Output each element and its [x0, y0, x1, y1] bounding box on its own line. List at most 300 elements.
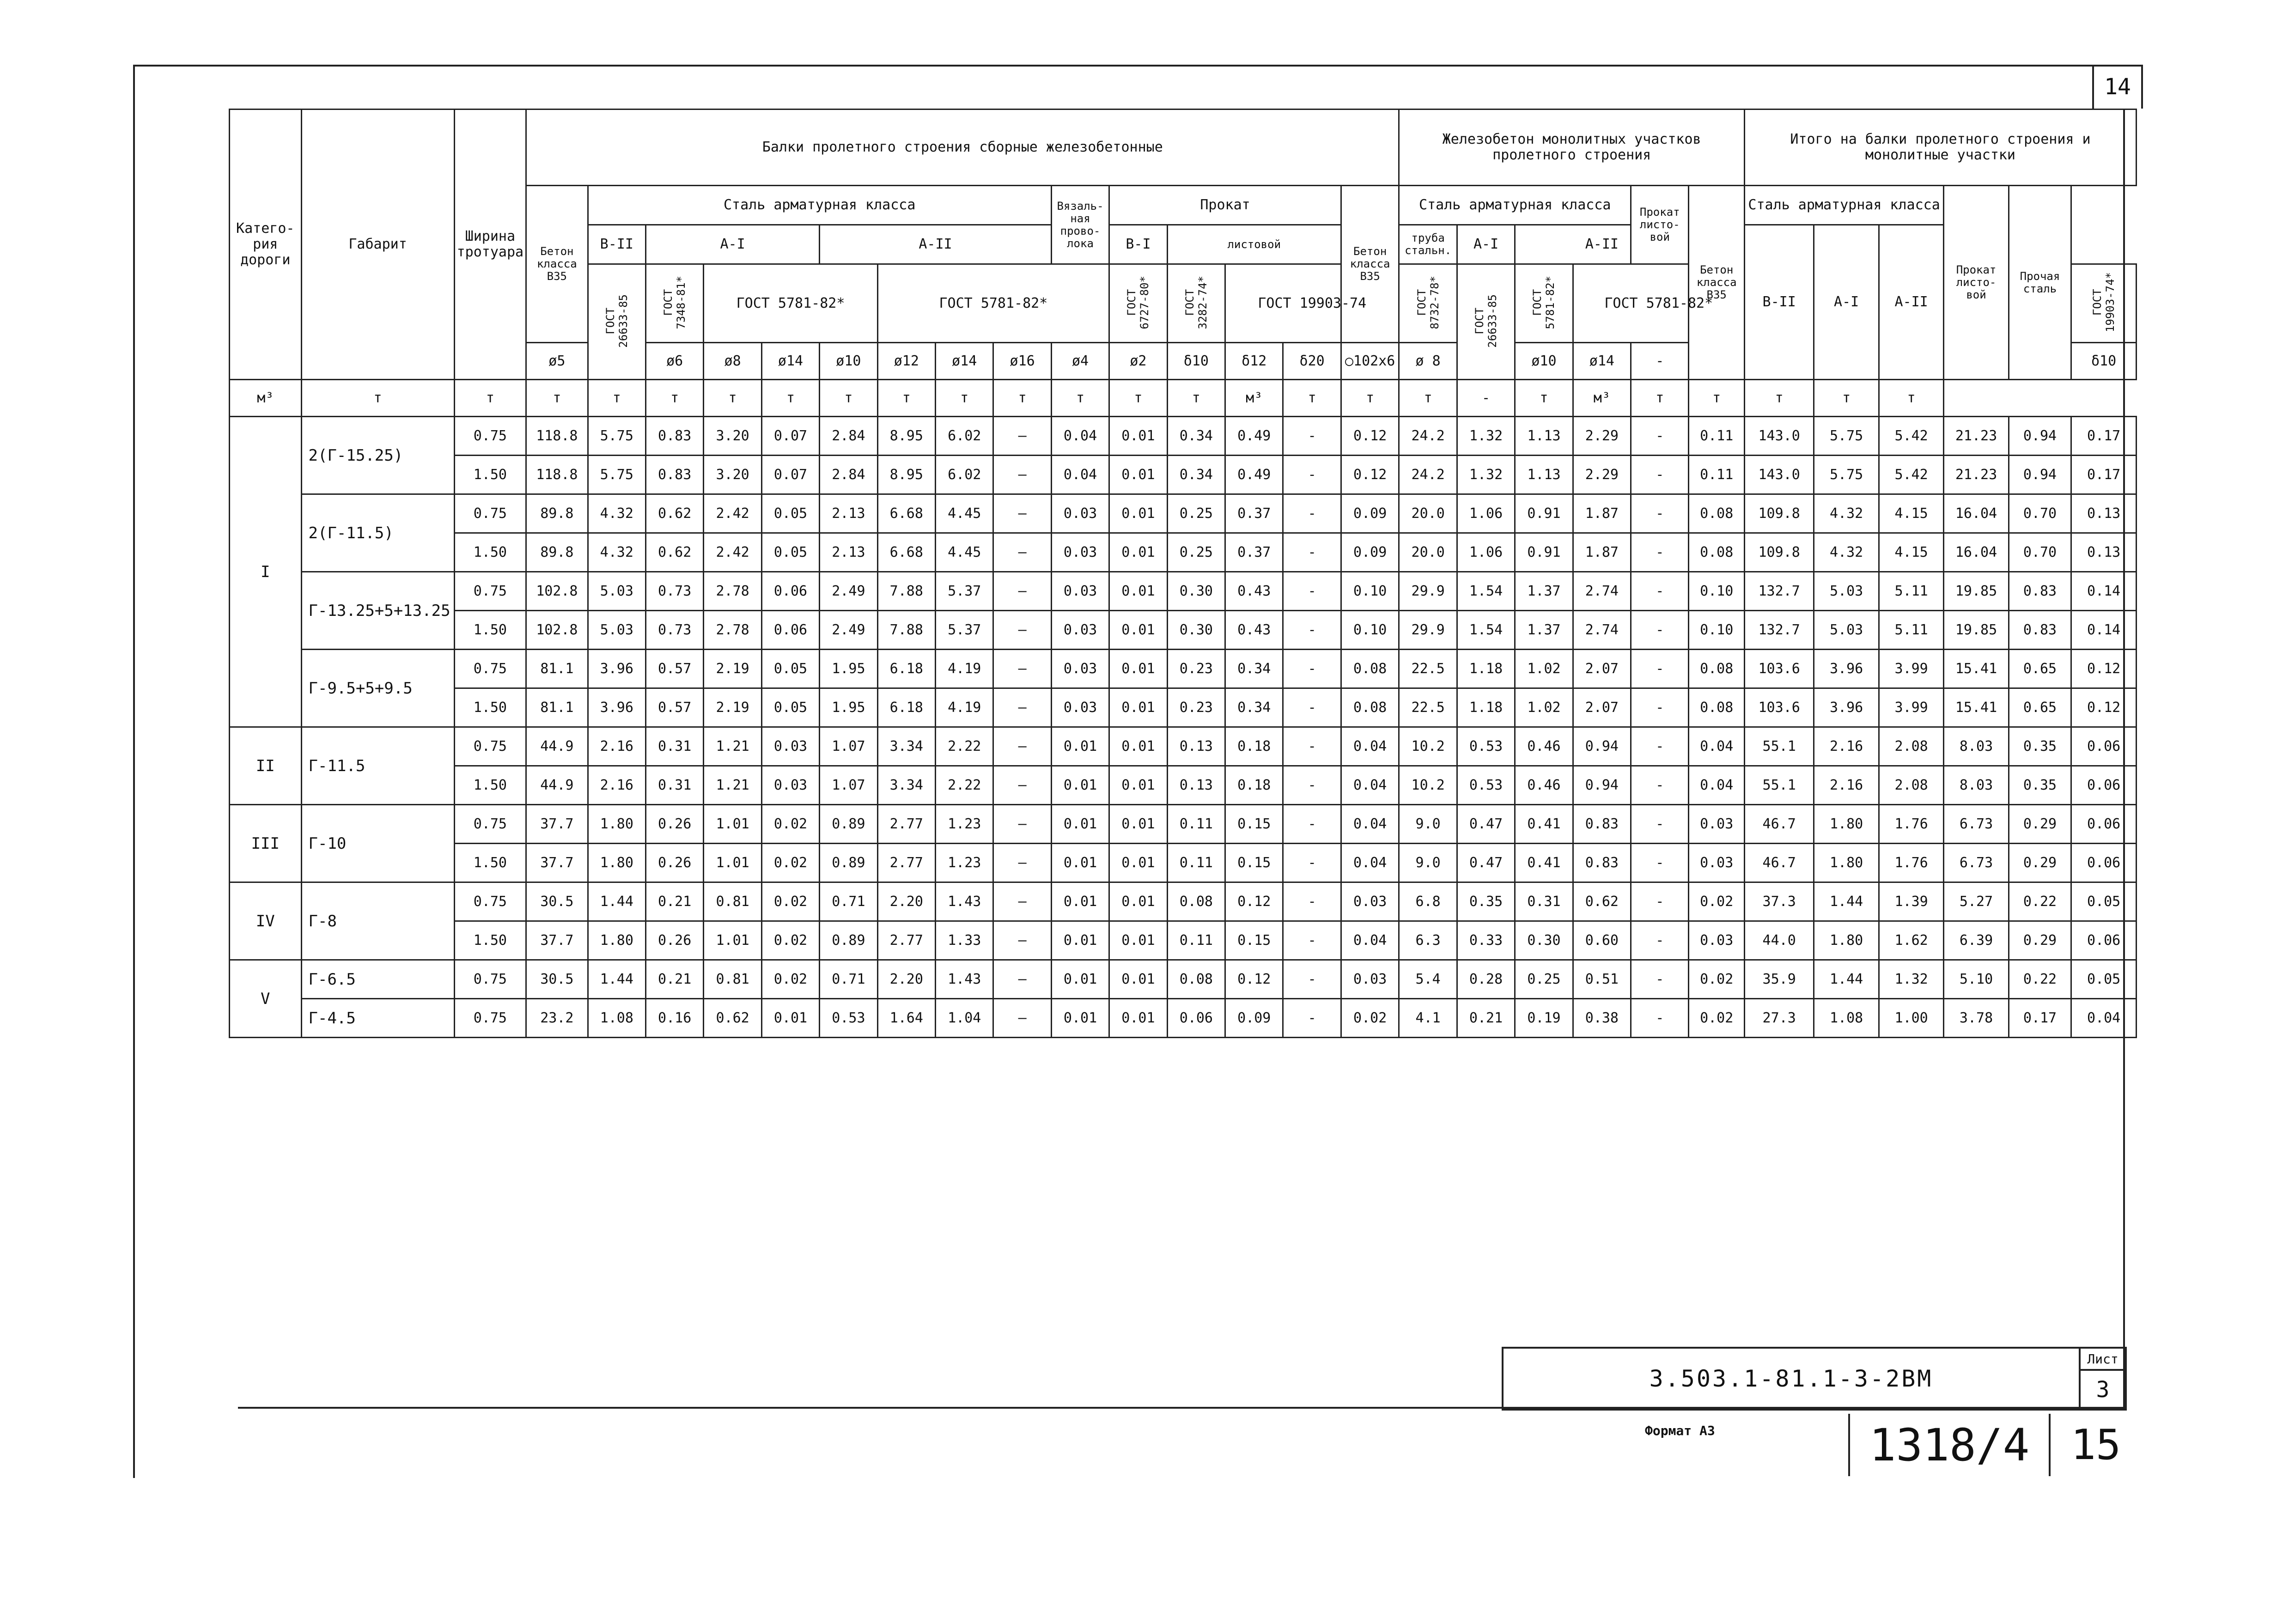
- value-cell: 0.09: [1341, 533, 1399, 572]
- value-cell: 1.80: [1814, 805, 1879, 844]
- value-cell: 0.25: [1167, 494, 1225, 533]
- value-cell: 0.02: [761, 844, 819, 882]
- value-cell: 118.8: [526, 456, 588, 494]
- unit-cell: т: [588, 380, 645, 417]
- gabarit-cell: Г-4.5: [301, 999, 454, 1038]
- unit-cell: т: [1515, 380, 1573, 417]
- value-cell: 0.23: [1167, 650, 1225, 688]
- gabarit-cell: Г-13.25+5+13.25: [301, 572, 454, 650]
- table-row: [230, 572, 2137, 611]
- value-cell: 0.03: [1689, 921, 1744, 960]
- value-cell: 0.89: [820, 921, 877, 960]
- value-cell: -: [1631, 844, 1689, 882]
- value-cell: 0.41: [1515, 844, 1573, 882]
- value-cell: 1.43: [936, 960, 993, 999]
- value-cell: 37.7: [526, 844, 588, 882]
- value-cell: 0.31: [645, 727, 703, 766]
- header-beton-total: Бетон класса В35: [1689, 186, 1744, 380]
- table-row: [230, 844, 2137, 882]
- value-cell: 0.02: [1341, 999, 1399, 1038]
- format-label: Формат А3: [1645, 1423, 1715, 1438]
- value-cell: 1.01: [704, 805, 761, 844]
- value-cell: –: [993, 688, 1051, 727]
- value-cell: -: [1283, 417, 1341, 456]
- value-cell: 44.9: [526, 766, 588, 805]
- value-cell: 0.07: [761, 456, 819, 494]
- sidewalk-cell: 1.50: [454, 533, 526, 572]
- unit-cell: т: [1744, 380, 1814, 417]
- value-cell: 0.04: [1689, 766, 1744, 805]
- header-beton-mon: Бетон класса В35: [1341, 186, 1399, 343]
- value-cell: 6.39: [1944, 921, 2009, 960]
- value-cell: -: [1283, 456, 1341, 494]
- sidewalk-cell: 0.75: [454, 727, 526, 766]
- value-cell: 0.04: [1051, 456, 1109, 494]
- size-cell: ○102x6: [1341, 343, 1399, 380]
- value-cell: -: [1283, 999, 1341, 1038]
- gabarit-cell: Г-11.5: [301, 727, 454, 805]
- value-cell: 0.51: [1573, 960, 1631, 999]
- value-cell: 5.11: [1879, 611, 1943, 650]
- value-cell: 5.37: [936, 611, 993, 650]
- header-gost-5781-aii: ГОСТ 5781-82*: [877, 264, 1109, 343]
- title-block: [1502, 1347, 2127, 1411]
- value-cell: 103.6: [1744, 688, 1814, 727]
- value-cell: 5.75: [588, 456, 645, 494]
- value-cell: 0.06: [2071, 921, 2137, 960]
- value-cell: 0.22: [2009, 882, 2071, 921]
- header-sheet: листовой: [1167, 225, 1341, 264]
- value-cell: 143.0: [1744, 417, 1814, 456]
- table-row: [230, 456, 2137, 494]
- value-cell: 27.3: [1744, 999, 1814, 1038]
- value-cell: 4.15: [1879, 494, 1943, 533]
- unit-cell: -: [1457, 380, 1515, 417]
- value-cell: 1.80: [588, 844, 645, 882]
- value-cell: 1.08: [588, 999, 645, 1038]
- bottom-stamp: [1848, 1414, 2141, 1476]
- value-cell: 4.32: [588, 494, 645, 533]
- table-row: [230, 921, 2137, 960]
- value-cell: 5.03: [588, 572, 645, 611]
- unit-cell: т: [1109, 380, 1167, 417]
- value-cell: 89.8: [526, 494, 588, 533]
- value-cell: 5.42: [1879, 456, 1943, 494]
- value-cell: 0.83: [1573, 844, 1631, 882]
- value-cell: -: [1631, 494, 1689, 533]
- value-cell: 0.10: [1341, 611, 1399, 650]
- value-cell: 0.02: [761, 805, 819, 844]
- value-cell: 0.07: [761, 417, 819, 456]
- value-cell: –: [993, 494, 1051, 533]
- value-cell: 0.22: [2009, 960, 2071, 999]
- value-cell: 0.28: [1457, 960, 1515, 999]
- value-cell: 0.21: [1457, 999, 1515, 1038]
- value-cell: 102.8: [526, 572, 588, 611]
- table-body: [230, 417, 2137, 1039]
- table-row: [230, 533, 2137, 572]
- sidewalk-cell: 0.75: [454, 650, 526, 688]
- value-cell: 0.11: [1167, 805, 1225, 844]
- value-cell: 0.01: [1051, 999, 1109, 1038]
- size-cell-mon: -: [1631, 343, 1689, 380]
- value-cell: 0.13: [1167, 766, 1225, 805]
- value-cell: 0.01: [1051, 805, 1109, 844]
- value-cell: 5.75: [1814, 456, 1879, 494]
- value-cell: 0.91: [1515, 494, 1573, 533]
- value-cell: 19.85: [1944, 572, 2009, 611]
- value-cell: 0.34: [1225, 650, 1283, 688]
- value-cell: 1.00: [1879, 999, 1943, 1038]
- table-row: [230, 766, 2137, 805]
- value-cell: -: [1283, 766, 1341, 805]
- value-cell: 0.30: [1167, 572, 1225, 611]
- value-cell: 2.13: [820, 533, 877, 572]
- header-units-row: [230, 380, 2137, 417]
- value-cell: 55.1: [1744, 766, 1814, 805]
- value-cell: 1.01: [704, 921, 761, 960]
- header-gost-5781-mon-aii: ГОСТ 5781-82*: [1573, 264, 1744, 343]
- value-cell: 0.37: [1225, 533, 1283, 572]
- size-cell: ø5: [526, 343, 588, 380]
- value-cell: 0.02: [761, 960, 819, 999]
- value-cell: 0.60: [1573, 921, 1631, 960]
- value-cell: 0.01: [1109, 960, 1167, 999]
- value-cell: –: [993, 882, 1051, 921]
- value-cell: 6.3: [1399, 921, 1457, 960]
- value-cell: 0.06: [761, 611, 819, 650]
- value-cell: 0.17: [2071, 417, 2137, 456]
- value-cell: 0.25: [1515, 960, 1573, 999]
- value-cell: 10.2: [1399, 766, 1457, 805]
- value-cell: –: [993, 650, 1051, 688]
- value-cell: -: [1283, 805, 1341, 844]
- value-cell: 3.96: [588, 650, 645, 688]
- value-cell: 4.45: [936, 533, 993, 572]
- value-cell: 4.19: [936, 650, 993, 688]
- value-cell: 0.12: [2071, 688, 2137, 727]
- value-cell: 0.18: [1225, 727, 1283, 766]
- value-cell: 0.08: [1167, 960, 1225, 999]
- value-cell: 0.05: [2071, 960, 2137, 999]
- sidewalk-cell: 1.50: [454, 766, 526, 805]
- value-cell: 2.19: [704, 688, 761, 727]
- sheet-label: Лист: [2081, 1349, 2125, 1371]
- size-cell: ø10: [820, 343, 877, 380]
- size-cell-mon: δ10: [2071, 343, 2137, 380]
- value-cell: 0.10: [1689, 611, 1744, 650]
- value-cell: 0.33: [1457, 921, 1515, 960]
- value-cell: 0.12: [1341, 417, 1399, 456]
- value-cell: 0.62: [704, 999, 761, 1038]
- value-cell: 46.7: [1744, 844, 1814, 882]
- value-cell: 15.41: [1944, 650, 2009, 688]
- value-cell: 6.73: [1944, 805, 2009, 844]
- value-cell: 0.43: [1225, 611, 1283, 650]
- value-cell: 1.95: [820, 688, 877, 727]
- value-cell: 0.12: [1225, 960, 1283, 999]
- value-cell: 0.31: [1515, 882, 1573, 921]
- value-cell: 0.53: [1457, 766, 1515, 805]
- size-cell-mon: ø14: [1573, 343, 1631, 380]
- unit-cell: т: [645, 380, 703, 417]
- value-cell: 0.23: [1167, 688, 1225, 727]
- value-cell: 1.87: [1573, 533, 1631, 572]
- value-cell: 0.53: [1457, 727, 1515, 766]
- value-cell: 1.54: [1457, 572, 1515, 611]
- value-cell: –: [993, 456, 1051, 494]
- header-precast: Балки пролетного строения сборные железобетонные: [526, 109, 1399, 186]
- value-cell: 0.02: [1689, 960, 1744, 999]
- value-cell: 1.02: [1515, 650, 1573, 688]
- value-cell: 132.7: [1744, 611, 1814, 650]
- header-gost-5781-ai: ГОСТ 5781-82*: [704, 264, 877, 343]
- table-row: [230, 960, 2137, 999]
- value-cell: 1.39: [1879, 882, 1943, 921]
- value-cell: 0.73: [645, 572, 703, 611]
- gabarit-cell: Г-6.5: [301, 960, 454, 999]
- value-cell: 0.06: [1167, 999, 1225, 1038]
- value-cell: 4.19: [936, 688, 993, 727]
- header-category: Катего- рия дороги: [230, 109, 302, 380]
- value-cell: 2.16: [1814, 766, 1879, 805]
- value-cell: 0.09: [1225, 999, 1283, 1038]
- value-cell: 0.43: [1225, 572, 1283, 611]
- size-cell: ø14: [761, 343, 819, 380]
- value-cell: 0.83: [645, 417, 703, 456]
- unit-cell: т: [1689, 380, 1744, 417]
- value-cell: 0.08: [1689, 688, 1744, 727]
- value-cell: 0.71: [820, 960, 877, 999]
- value-cell: 0.37: [1225, 494, 1283, 533]
- value-cell: 2.07: [1573, 650, 1631, 688]
- sidewalk-cell: 0.75: [454, 572, 526, 611]
- value-cell: 2.77: [877, 805, 935, 844]
- value-cell: 5.37: [936, 572, 993, 611]
- value-cell: 0.11: [1167, 844, 1225, 882]
- size-cell: ø2: [1109, 343, 1167, 380]
- value-cell: 0.83: [1573, 805, 1631, 844]
- value-cell: 9.0: [1399, 805, 1457, 844]
- value-cell: 5.03: [1814, 572, 1879, 611]
- sidewalk-cell: 1.50: [454, 688, 526, 727]
- header-gost-6727: ГОСТ 6727-80*: [1109, 264, 1167, 343]
- header-cls-bii-total: В-II: [1744, 225, 1814, 380]
- unit-cell: т: [1283, 380, 1341, 417]
- sheet-number: 3: [2096, 1377, 2110, 1403]
- value-cell: 0.08: [1167, 882, 1225, 921]
- value-cell: 0.15: [1225, 805, 1283, 844]
- header-rolled-sheet-mon: Прокат листо- вой: [1631, 186, 1689, 264]
- header-cls-ai-total: А-I: [1814, 225, 1879, 380]
- empty-area-row: [230, 1038, 2137, 1039]
- value-cell: 0.01: [1109, 688, 1167, 727]
- value-cell: 4.1: [1399, 999, 1457, 1038]
- value-cell: 2.08: [1879, 766, 1943, 805]
- value-cell: 3.20: [704, 456, 761, 494]
- header-rolled: Прокат: [1109, 186, 1341, 225]
- sidewalk-cell: 1.50: [454, 921, 526, 960]
- header-cls-ai-mon: А-I: [1457, 225, 1515, 264]
- value-cell: 0.03: [1051, 688, 1109, 727]
- value-cell: 0.01: [1109, 572, 1167, 611]
- value-cell: 0.03: [1051, 611, 1109, 650]
- size-cell: ø16: [993, 343, 1051, 380]
- value-cell: 0.16: [645, 999, 703, 1038]
- value-cell: 3.34: [877, 727, 935, 766]
- value-cell: 109.8: [1744, 494, 1814, 533]
- value-cell: 0.46: [1515, 727, 1573, 766]
- value-cell: 0.11: [1167, 921, 1225, 960]
- unit-cell: м³: [1225, 380, 1283, 417]
- value-cell: 0.05: [2071, 882, 2137, 921]
- header-gost-3282: ГОСТ 3282-74*: [1167, 264, 1225, 343]
- header-other-steel: Прочая сталь: [2009, 186, 2071, 380]
- value-cell: 0.02: [761, 882, 819, 921]
- value-cell: -: [1631, 766, 1689, 805]
- value-cell: 2.49: [820, 572, 877, 611]
- value-cell: 2.16: [588, 727, 645, 766]
- value-cell: 37.3: [1744, 882, 1814, 921]
- value-cell: 0.30: [1515, 921, 1573, 960]
- unit-cell: т: [993, 380, 1051, 417]
- size-cell: ø6: [645, 343, 703, 380]
- value-cell: -: [1631, 650, 1689, 688]
- value-cell: 1.76: [1879, 805, 1943, 844]
- table-row: [230, 999, 2137, 1038]
- value-cell: 16.04: [1944, 494, 2009, 533]
- value-cell: 3.96: [588, 688, 645, 727]
- value-cell: 46.7: [1744, 805, 1814, 844]
- table-row: [230, 882, 2137, 921]
- value-cell: 0.01: [1109, 805, 1167, 844]
- value-cell: -: [1631, 417, 1689, 456]
- value-cell: 2.77: [877, 844, 935, 882]
- header-cls-aii: А-II: [820, 225, 1052, 264]
- value-cell: –: [993, 960, 1051, 999]
- value-cell: –: [993, 533, 1051, 572]
- value-cell: 0.05: [761, 650, 819, 688]
- value-cell: –: [993, 417, 1051, 456]
- header-gabarit: Габарит: [301, 109, 454, 380]
- header-steel-class-mon: Сталь арматурная класса: [1399, 186, 1631, 225]
- value-cell: 1.18: [1457, 688, 1515, 727]
- value-cell: 0.04: [1341, 727, 1399, 766]
- unit-cell: т: [761, 380, 819, 417]
- value-cell: 3.78: [1944, 999, 2009, 1038]
- value-cell: 0.26: [645, 805, 703, 844]
- value-cell: 1.87: [1573, 494, 1631, 533]
- header-gost-5781-mon-ai: ГОСТ 5781-82*: [1515, 264, 1573, 343]
- value-cell: 0.01: [1109, 766, 1167, 805]
- value-cell: 0.01: [1109, 533, 1167, 572]
- corner-page-number: 14: [2092, 65, 2143, 109]
- value-cell: 0.08: [1689, 494, 1744, 533]
- sidewalk-cell: 0.75: [454, 999, 526, 1038]
- value-cell: 0.17: [2071, 456, 2137, 494]
- value-cell: 0.03: [761, 766, 819, 805]
- value-cell: 0.03: [1051, 494, 1109, 533]
- unit-cell: т: [1051, 380, 1109, 417]
- value-cell: 1.13: [1515, 456, 1573, 494]
- value-cell: -: [1283, 494, 1341, 533]
- value-cell: -: [1283, 533, 1341, 572]
- value-cell: 0.01: [1109, 921, 1167, 960]
- value-cell: 1.32: [1457, 456, 1515, 494]
- value-cell: 6.18: [877, 650, 935, 688]
- value-cell: 0.05: [761, 688, 819, 727]
- value-cell: 3.96: [1814, 650, 1879, 688]
- value-cell: 0.08: [1689, 533, 1744, 572]
- value-cell: 0.21: [645, 960, 703, 999]
- value-cell: 10.2: [1399, 727, 1457, 766]
- value-cell: -: [1283, 727, 1341, 766]
- value-cell: 3.96: [1814, 688, 1879, 727]
- value-cell: 0.04: [1341, 921, 1399, 960]
- value-cell: 1.07: [820, 766, 877, 805]
- sidewalk-cell: 1.50: [454, 844, 526, 882]
- value-cell: 1.95: [820, 650, 877, 688]
- value-cell: 0.94: [2009, 456, 2071, 494]
- value-cell: -: [1631, 533, 1689, 572]
- unit-cell: т: [820, 380, 877, 417]
- value-cell: 24.2: [1399, 417, 1457, 456]
- value-cell: 0.25: [1167, 533, 1225, 572]
- value-cell: 0.65: [2009, 650, 2071, 688]
- value-cell: 0.70: [2009, 533, 2071, 572]
- value-cell: 5.75: [588, 417, 645, 456]
- value-cell: -: [1283, 572, 1341, 611]
- size-cell: δ12: [1225, 343, 1283, 380]
- value-cell: 0.05: [761, 494, 819, 533]
- value-cell: 0.49: [1225, 417, 1283, 456]
- value-cell: -: [1631, 611, 1689, 650]
- table-header: [230, 109, 2137, 417]
- value-cell: 8.03: [1944, 766, 2009, 805]
- value-cell: 6.68: [877, 533, 935, 572]
- unit-cell: т: [1167, 380, 1225, 417]
- value-cell: 0.13: [2071, 494, 2137, 533]
- header-gost-26633: ГОСТ 26633-85: [588, 264, 645, 380]
- value-cell: 1.33: [936, 921, 993, 960]
- unit-cell: т: [454, 380, 526, 417]
- value-cell: 0.01: [1051, 727, 1109, 766]
- value-cell: -: [1283, 844, 1341, 882]
- sidewalk-cell: 0.75: [454, 417, 526, 456]
- value-cell: 2.78: [704, 572, 761, 611]
- value-cell: 0.15: [1225, 921, 1283, 960]
- value-cell: 0.03: [1689, 805, 1744, 844]
- value-cell: 1.21: [704, 766, 761, 805]
- gabarit-cell: Г-10: [301, 805, 454, 882]
- value-cell: 2.16: [588, 766, 645, 805]
- value-cell: 4.32: [1814, 533, 1879, 572]
- value-cell: 5.10: [1944, 960, 2009, 999]
- value-cell: 0.01: [1109, 999, 1167, 1038]
- header-gost-7348: ГОСТ 7348-81*: [645, 264, 703, 343]
- value-cell: 6.02: [936, 417, 993, 456]
- value-cell: 0.35: [2009, 727, 2071, 766]
- header-rolled-sheet-total: Прокат листо- вой: [1944, 186, 2009, 380]
- value-cell: 0.13: [1167, 727, 1225, 766]
- value-cell: 0.01: [1051, 844, 1109, 882]
- value-cell: 0.03: [1689, 844, 1744, 882]
- value-cell: 1.37: [1515, 611, 1573, 650]
- value-cell: 2.08: [1879, 727, 1943, 766]
- value-cell: 1.01: [704, 844, 761, 882]
- table-row: [230, 611, 2137, 650]
- size-cell: δ20: [1283, 343, 1341, 380]
